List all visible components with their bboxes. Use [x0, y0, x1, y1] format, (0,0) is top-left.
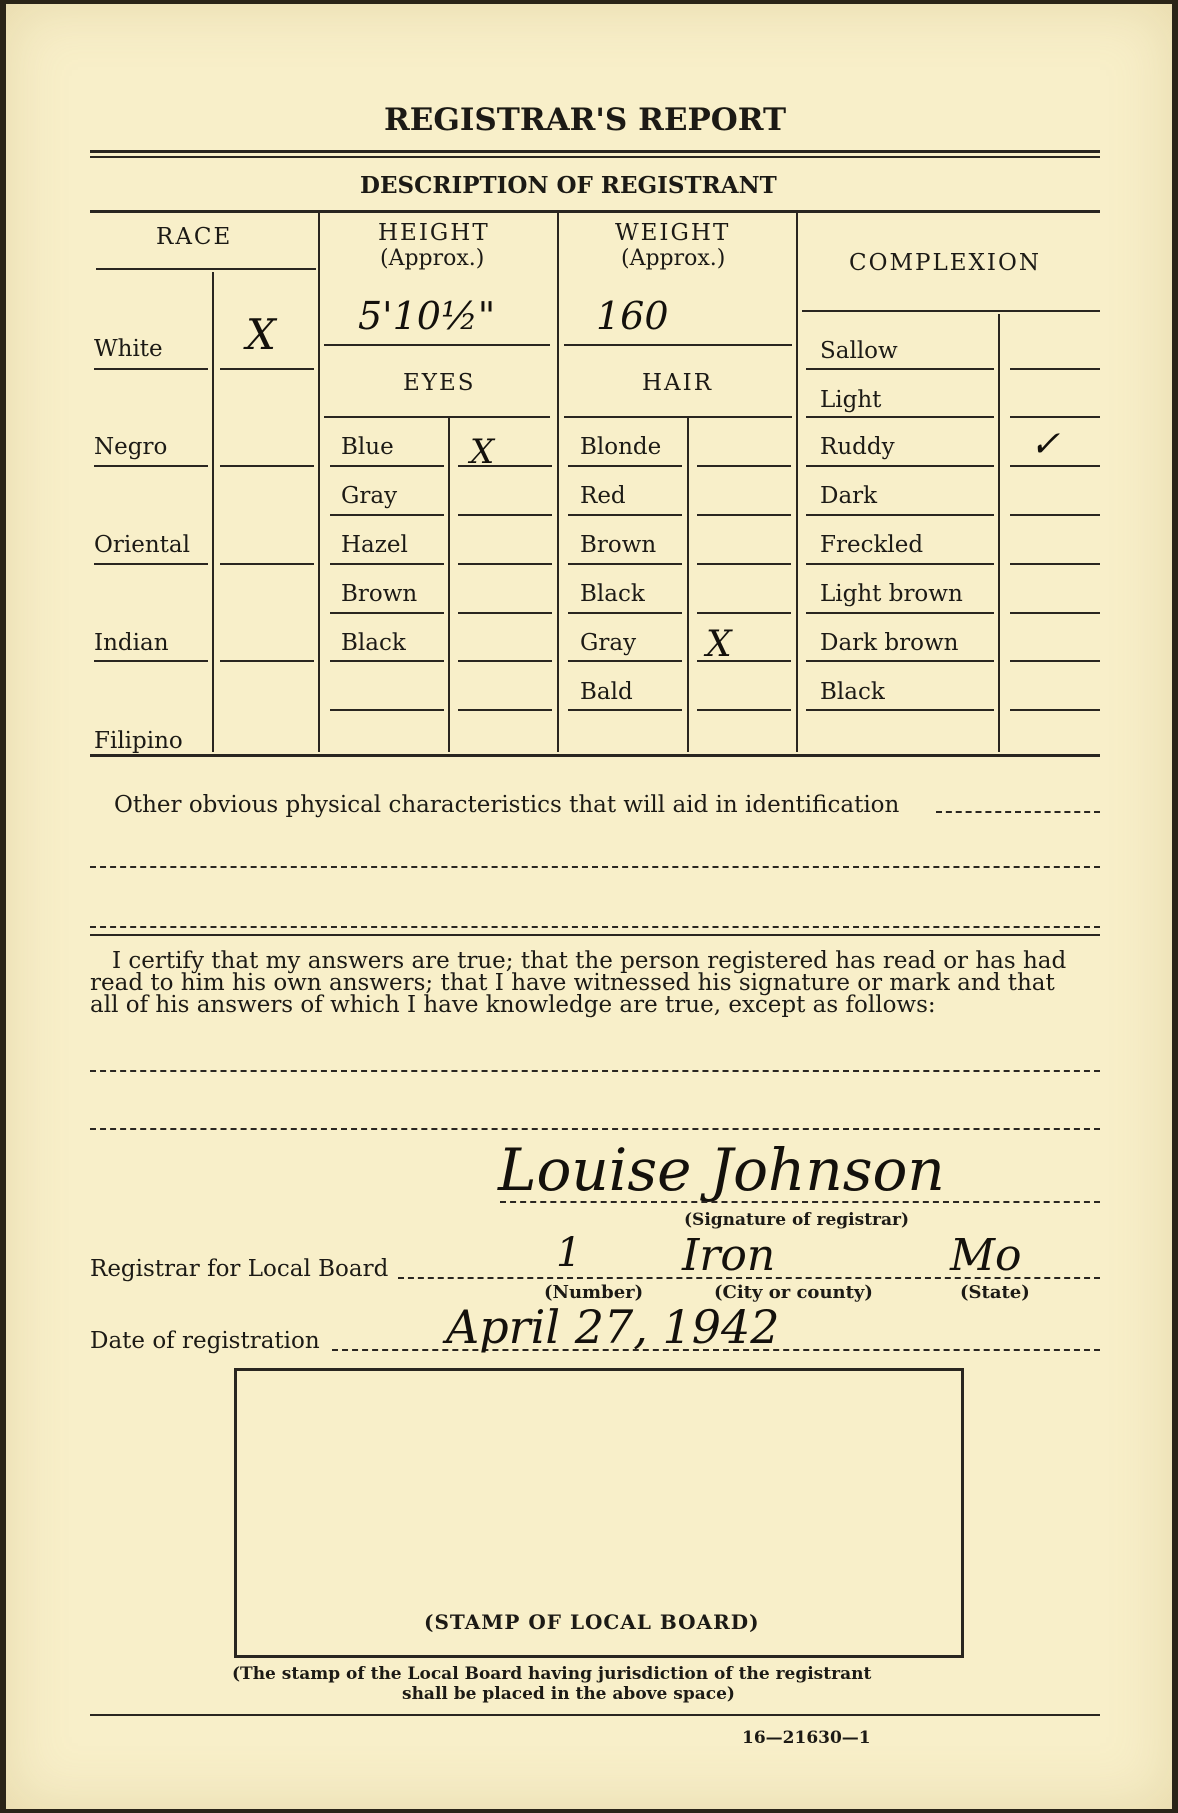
race-check-mark: X: [246, 310, 276, 359]
col-divider: [998, 314, 1000, 752]
hair-mark-rule: [697, 465, 791, 467]
eyes-rule: [330, 660, 444, 662]
hair-blonde: Blonde: [580, 434, 662, 460]
state-caption: (State): [960, 1282, 1030, 1303]
hair-header-rule: [564, 416, 792, 418]
col-divider: [448, 416, 450, 752]
complexion-rule: [806, 709, 994, 711]
eyes-rule: [330, 514, 444, 516]
stamp-note-line-1: (The stamp of the Local Board having jurisdiction of the registrant: [232, 1664, 872, 1684]
hair-red: Red: [580, 483, 626, 509]
height-header: HEIGHT: [378, 220, 490, 246]
blank-line: [90, 1070, 1100, 1072]
eyes-header-rule: [324, 416, 550, 418]
eyes-black: Black: [341, 630, 406, 656]
eyes-mark-rule: [458, 563, 552, 565]
race-oriental: Oriental: [94, 532, 190, 558]
certification-line-1: I certify that my answers are true; that the person registered has read or has had: [112, 948, 1067, 974]
race-rule: [94, 465, 208, 467]
other-characteristics-label: Other obvious physical characteristics that will aid in identification: [114, 792, 900, 818]
col-divider: [318, 212, 320, 752]
bottom-rule: [90, 1714, 1100, 1716]
section-rule: [90, 934, 1100, 936]
complexion-mark-rule: [1010, 416, 1100, 418]
local-board-state: Mo: [950, 1230, 1022, 1281]
hair-mark-rule: [697, 514, 791, 516]
complexion-rule: [806, 514, 994, 516]
col-divider: [212, 272, 214, 752]
race-rule: [94, 368, 208, 370]
local-board-county: Iron: [682, 1230, 776, 1281]
signature-line: [500, 1201, 1100, 1203]
hair-mark-rule: [697, 612, 791, 614]
title-rule: [90, 150, 1100, 153]
number-caption: (Number): [544, 1282, 644, 1303]
date-label: Date of registration: [90, 1328, 320, 1354]
hair-rule: [568, 612, 682, 614]
eyes-check-mark: X: [470, 432, 495, 472]
title-rule-2: [90, 156, 1100, 158]
complexion-rule: [806, 563, 994, 565]
hair-bald: Bald: [580, 679, 633, 705]
eyes-rule: [330, 465, 444, 467]
race-mark-rule: [220, 368, 314, 370]
hair-mark-rule: [697, 660, 791, 662]
hair-header: HAIR: [642, 370, 714, 396]
complexion-rule: [806, 465, 994, 467]
race-rule: [94, 660, 208, 662]
eyes-mark-rule: [458, 514, 552, 516]
eyes-mark-rule: [458, 465, 552, 467]
eyes-blue: Blue: [341, 434, 394, 460]
registration-card: [6, 4, 1172, 1809]
complexion-mark-rule: [1010, 660, 1100, 662]
complexion-mark-rule: [1010, 612, 1100, 614]
eyes-gray: Gray: [341, 483, 398, 509]
col-divider: [796, 212, 798, 752]
race-mark-rule: [220, 563, 314, 565]
weight-value: 160: [596, 294, 669, 338]
complexion-mark-rule: [1010, 465, 1100, 467]
race-rule: [94, 563, 208, 565]
height-value: 5'10½": [358, 294, 496, 338]
weight-subheader: (Approx.): [621, 246, 726, 271]
local-board-label: Registrar for Local Board: [90, 1256, 389, 1282]
complexion-sallow: Sallow: [820, 338, 898, 364]
hair-brown: Brown: [580, 532, 657, 558]
complexion-dark: Dark: [820, 483, 878, 509]
eyes-header: EYES: [403, 370, 476, 396]
race-header-rule: [96, 268, 316, 270]
signature-caption: (Signature of registrar): [684, 1210, 910, 1230]
eyes-rule: [330, 709, 444, 711]
complexion-dark-brown: Dark brown: [820, 630, 959, 656]
race-white: White: [94, 336, 163, 362]
other-characteristics-line: [936, 811, 1100, 813]
table-bottom-rule: [90, 754, 1100, 757]
certification-line-2: read to him his own answers; that I have witnessed his signature or mark and that: [90, 970, 1055, 996]
hair-rule: [568, 465, 682, 467]
eyes-brown: Brown: [341, 581, 418, 607]
stamp-note-line-2: shall be placed in the above space): [402, 1684, 735, 1704]
complexion-rule: [806, 660, 994, 662]
weight-rule: [564, 344, 792, 346]
complexion-rule: [806, 368, 994, 370]
height-rule: [324, 344, 550, 346]
hair-gray: Gray: [580, 630, 637, 656]
complexion-mark-rule: [1010, 368, 1100, 370]
complexion-header: COMPLEXION: [849, 250, 1041, 276]
hair-check-mark: X: [706, 624, 732, 665]
col-divider: [557, 212, 559, 752]
race-mark-rule: [220, 660, 314, 662]
race-header: RACE: [156, 224, 233, 250]
blank-line: [90, 926, 1100, 928]
eyes-mark-rule: [458, 612, 552, 614]
complexion-freckled: Freckled: [820, 532, 924, 558]
height-subheader: (Approx.): [380, 246, 485, 271]
table-top-rule: [90, 210, 1100, 213]
hair-rule: [568, 709, 682, 711]
complexion-mark-rule: [1010, 709, 1100, 711]
complexion-header-rule: [802, 310, 1100, 312]
complexion-light: Light: [820, 387, 882, 413]
col-divider: [687, 416, 689, 752]
blank-line: [90, 866, 1100, 868]
complexion-mark-rule: [1010, 563, 1100, 565]
hair-rule: [568, 514, 682, 516]
eyes-mark-rule: [458, 660, 552, 662]
complexion-ruddy: Ruddy: [820, 434, 895, 460]
eyes-rule: [330, 612, 444, 614]
eyes-hazel: Hazel: [341, 532, 408, 558]
complexion-mark-rule: [1010, 514, 1100, 516]
blank-line: [90, 1128, 1100, 1130]
local-board-number: 1: [556, 1230, 582, 1276]
complexion-rule: [806, 612, 994, 614]
hair-mark-rule: [697, 709, 791, 711]
eyes-rule: [330, 563, 444, 565]
weight-header: WEIGHT: [615, 220, 731, 246]
complexion-light-brown: Light brown: [820, 581, 963, 607]
hair-rule: [568, 563, 682, 565]
certification-line-3: all of his answers of which I have knowledge are true, except as follows:: [90, 992, 936, 1018]
eyes-mark-rule: [458, 709, 552, 711]
registration-date: April 27, 1942: [446, 1300, 780, 1354]
race-mark-rule: [220, 465, 314, 467]
form-number: 16—21630—1: [742, 1728, 871, 1748]
complexion-rule: [806, 416, 994, 418]
race-filipino: Filipino: [94, 728, 183, 754]
hair-rule: [568, 660, 682, 662]
race-indian: Indian: [94, 630, 169, 656]
report-title: REGISTRAR'S REPORT: [384, 102, 787, 138]
complexion-black: Black: [820, 679, 885, 705]
registrar-signature: Louise Johnson: [498, 1136, 945, 1204]
race-negro: Negro: [94, 434, 168, 460]
stamp-label: (STAMP OF LOCAL BOARD): [424, 1610, 760, 1634]
county-caption: (City or county): [714, 1282, 873, 1303]
hair-black: Black: [580, 581, 645, 607]
section-title: DESCRIPTION OF REGISTRANT: [360, 172, 777, 199]
complexion-check-mark: ✓: [1030, 424, 1061, 465]
hair-mark-rule: [697, 563, 791, 565]
